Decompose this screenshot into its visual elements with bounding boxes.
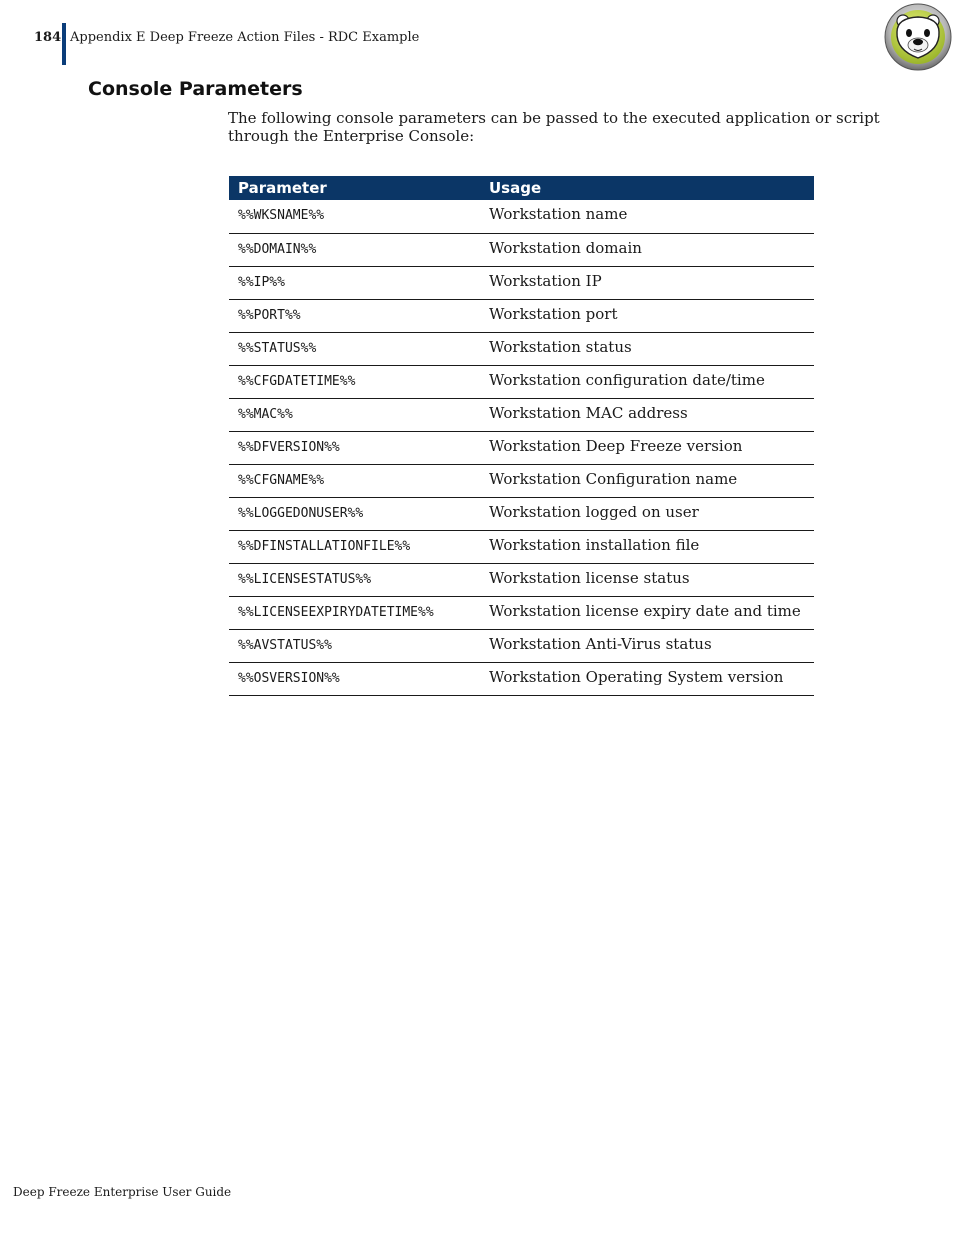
usage-cell: Workstation Anti-Virus status — [480, 629, 814, 662]
parameter-cell: %%MAC%% — [229, 398, 480, 431]
column-header-parameter: Parameter — [229, 176, 480, 200]
parameter-cell: %%CFGNAME%% — [229, 464, 480, 497]
table-row — [229, 464, 814, 497]
usage-cell: Workstation installation file — [480, 530, 814, 563]
parameter-cell: %%AVSTATUS%% — [229, 629, 480, 662]
table-row — [229, 563, 814, 596]
usage-cell: Workstation status — [480, 332, 814, 365]
parameter-cell: %%IP%% — [229, 266, 480, 299]
table-row — [229, 365, 814, 398]
usage-cell: Workstation Deep Freeze version — [480, 431, 814, 464]
running-footer: Deep Freeze Enterprise User Guide — [13, 1185, 232, 1199]
table-row — [229, 497, 814, 530]
parameter-cell: %%DFINSTALLATIONFILE%% — [229, 530, 480, 563]
table-row — [229, 200, 814, 233]
table-row — [229, 233, 814, 266]
usage-cell: Workstation Operating System version — [480, 662, 814, 695]
usage-cell: Workstation Configuration name — [480, 464, 814, 497]
usage-cell: Workstation configuration date/time — [480, 365, 814, 398]
table-row — [229, 629, 814, 662]
page-number: 184 — [34, 30, 62, 45]
console-parameters-table — [229, 176, 814, 696]
usage-cell: Workstation logged on user — [480, 497, 814, 530]
table-row — [229, 431, 814, 464]
column-header-usage: Usage — [480, 176, 814, 200]
table-row — [229, 398, 814, 431]
table-row — [229, 266, 814, 299]
table-header-row — [229, 176, 814, 200]
parameter-cell: %%DFVERSION%% — [229, 431, 480, 464]
intro-paragraph: The following console parameters can be passed to the executed application or script through the Enterprise Console: — [228, 109, 880, 145]
parameter-cell: %%PORT%% — [229, 299, 480, 332]
table-row — [229, 332, 814, 365]
usage-cell: Workstation domain — [480, 233, 814, 266]
section-title: Console Parameters — [88, 78, 303, 100]
usage-cell: Workstation MAC address — [480, 398, 814, 431]
table-row — [229, 530, 814, 563]
parameter-cell: %%OSVERSION%% — [229, 662, 480, 695]
table-row — [229, 662, 814, 695]
usage-cell: Workstation name — [480, 200, 814, 233]
parameter-cell: %%LICENSESTATUS%% — [229, 563, 480, 596]
usage-cell: Workstation IP — [480, 266, 814, 299]
usage-cell: Workstation license expiry date and time — [480, 596, 814, 629]
table-row — [229, 299, 814, 332]
parameter-cell: %%DOMAIN%% — [229, 233, 480, 266]
parameter-cell: %%STATUS%% — [229, 332, 480, 365]
header-divider — [62, 23, 66, 65]
table-row — [229, 596, 814, 629]
usage-cell: Workstation port — [480, 299, 814, 332]
parameter-cell: %%WKSNAME%% — [229, 200, 480, 233]
polar-bear-logo-icon — [883, 2, 953, 72]
parameter-cell: %%LICENSEEXPIRYDATETIME%% — [229, 596, 480, 629]
usage-cell: Workstation license status — [480, 563, 814, 596]
parameter-cell: %%CFGDATETIME%% — [229, 365, 480, 398]
running-header: Appendix E Deep Freeze Action Files - RDC Example — [70, 30, 420, 45]
parameter-cell: %%LOGGEDONUSER%% — [229, 497, 480, 530]
